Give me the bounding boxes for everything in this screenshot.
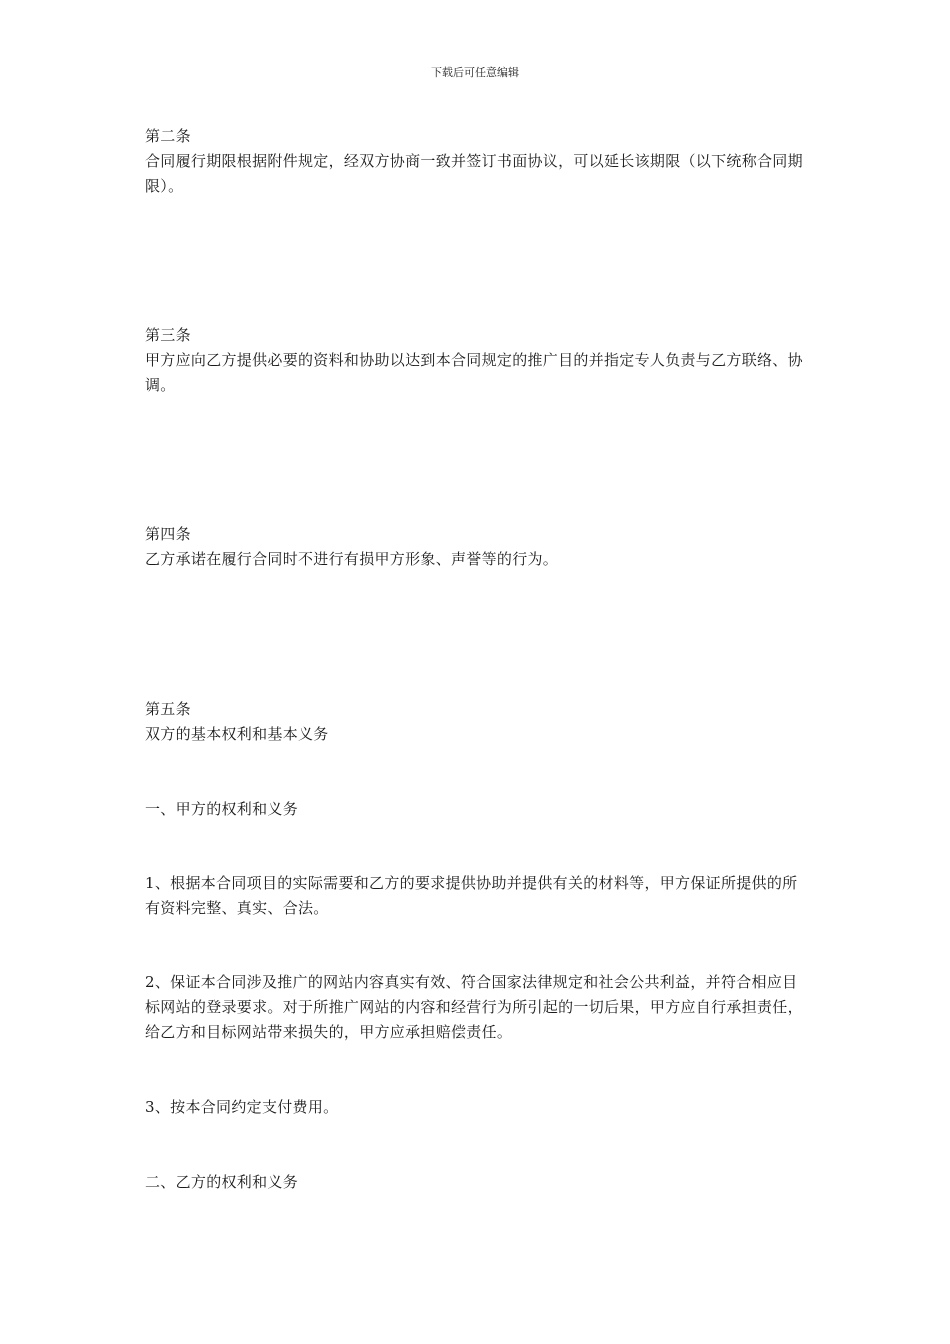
list-item: 3、按本合同约定支付费用。 <box>145 1098 339 1116</box>
article-2-text: 合同履行期限根据附件规定，经双方协商一致并签订书面协议，可以延长该期限（以下统称合同期限）。 <box>145 152 803 195</box>
page-header: 下载后可任意编辑 <box>431 66 519 79</box>
party-a-heading <box>145 797 810 822</box>
article-3-title: 第三条 <box>145 326 191 344</box>
section-heading: 二、乙方的权利和义务 <box>145 1173 299 1191</box>
article-5-title: 第五条 <box>145 700 191 718</box>
party-a-item-2 <box>145 970 810 1045</box>
party-b-heading <box>145 1170 810 1195</box>
article-5-text: 双方的基本权利和基本义务 <box>145 725 329 743</box>
article-2-title: 第二条 <box>145 127 191 145</box>
article-2 <box>145 124 810 199</box>
article-4-title: 第四条 <box>145 525 191 543</box>
article-4 <box>145 522 810 572</box>
list-item: 2、保证本合同涉及推广的网站内容真实有效、符合国家法律规定和社会公共利益，并符合相应目标网站的登录要求。对于所推广网站的内容和经营行为所引起的一切后果，甲方应自行承担责任，给乙方和目标网站带来损失的，甲方应承担赔偿责任。 <box>145 973 803 1041</box>
party-a-item-3 <box>145 1095 810 1120</box>
article-4-text: 乙方承诺在履行合同时不进行有损甲方形象、声誉等的行为。 <box>145 550 559 568</box>
article-3-text: 甲方应向乙方提供必要的资料和协助以达到本合同规定的推广目的并指定专人负责与乙方联络、协调。 <box>145 351 803 394</box>
article-3 <box>145 323 810 398</box>
section-heading: 一、甲方的权利和义务 <box>145 800 299 818</box>
article-5 <box>145 697 810 747</box>
list-item: 1、根据本合同项目的实际需要和乙方的要求提供协助并提供有关的材料等，甲方保证所提供的所有资料完整、真实、合法。 <box>145 874 798 917</box>
party-a-item-1 <box>145 871 810 921</box>
